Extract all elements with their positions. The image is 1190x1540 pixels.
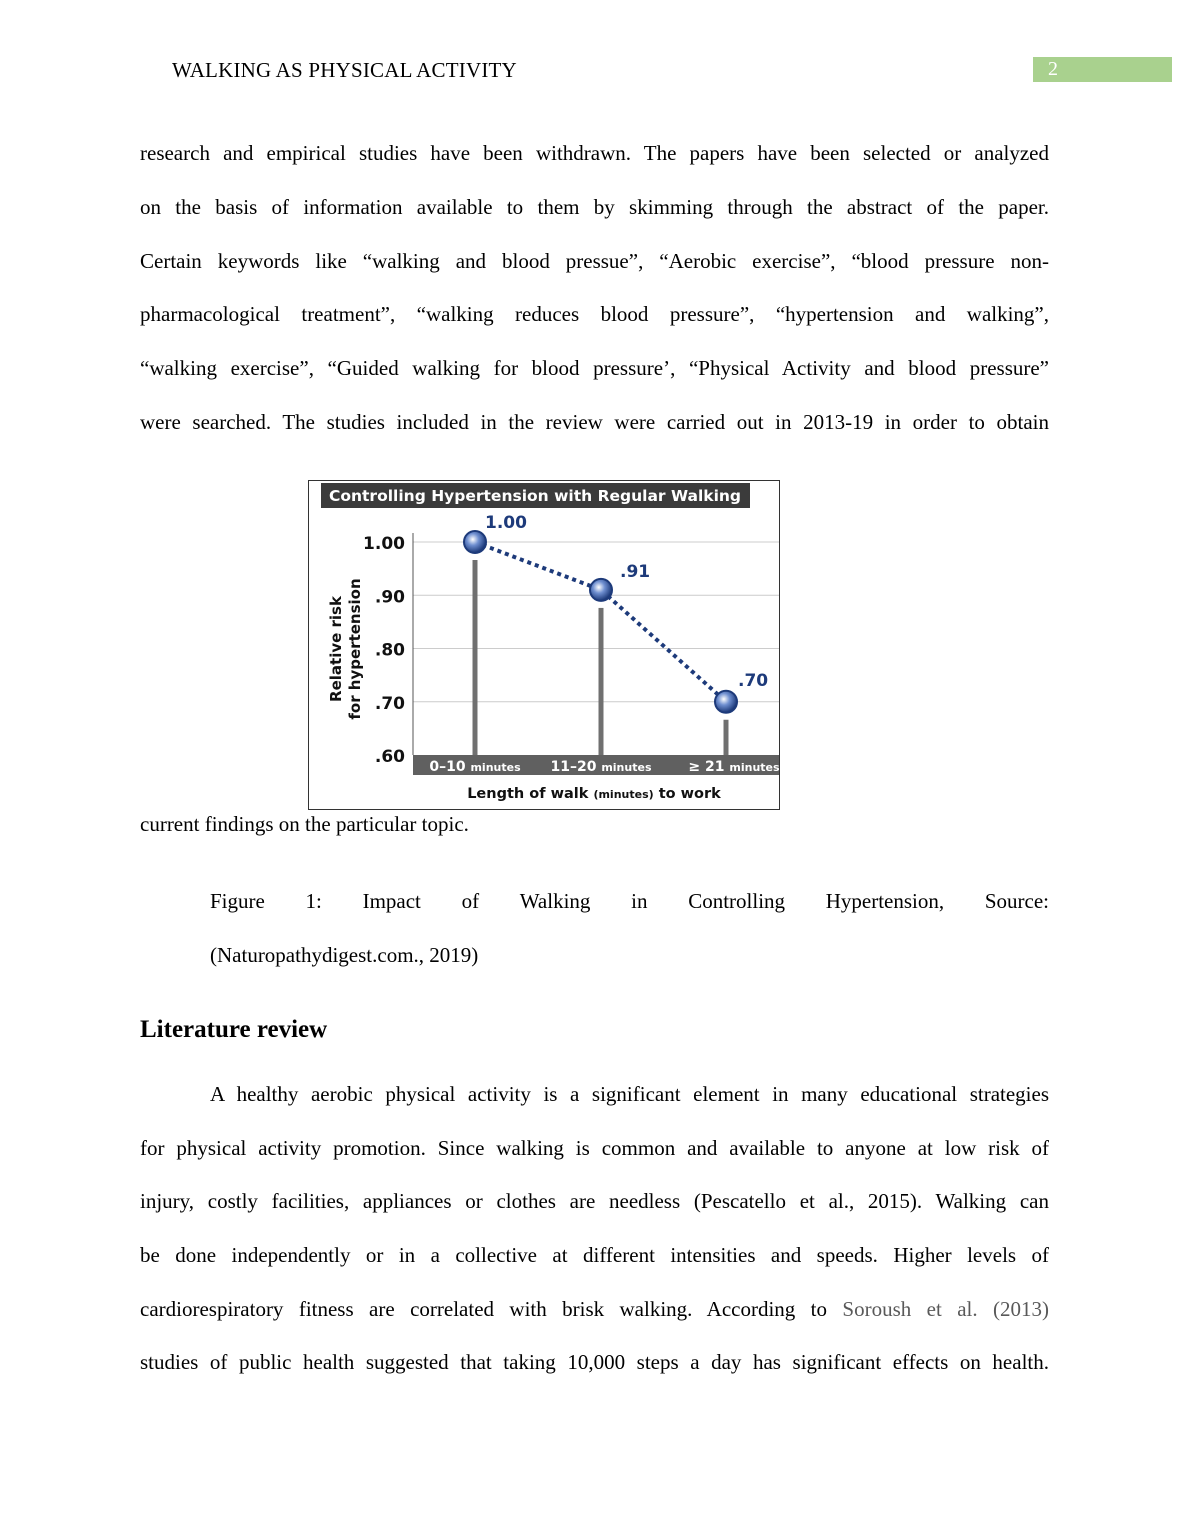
body-line: Certain keywords like “walking and blood pressue”, “Aerobic exercise”, “blood pressure non-: [140, 249, 1049, 273]
stem-bar: [724, 720, 729, 755]
data-label: .70: [738, 670, 769, 691]
caption-word: Impact: [362, 889, 421, 913]
stem-bar: [473, 560, 478, 755]
caption-word: Source:: [984, 889, 1049, 913]
body-line: “walking exercise”, “Guided walking for blood pressure’, “Physical Activity and blood pressure”: [140, 356, 1049, 380]
body-text: cardiorespiratory fitness are correlated with brisk walking. According to: [140, 1297, 843, 1321]
body-line: were searched. The studies included in the review were carried out in 2013-19 in order to obtain: [140, 410, 1049, 434]
running-head: WALKING AS PHYSICAL ACTIVITY: [172, 58, 517, 82]
body-line: for physical activity promotion. Since walking is common and available to anyone at low risk of: [140, 1136, 1049, 1160]
body-line: current findings on the particular topic.: [140, 812, 469, 836]
y-axis-label: for hypertension: [346, 578, 364, 720]
body-line: be done independently or in a collective at different intensities and speeds. Higher levels of: [140, 1243, 1049, 1267]
x-tick-label: 11–20 minutes: [550, 759, 652, 775]
chart-svg: [309, 481, 781, 811]
caption-word: of: [461, 889, 480, 913]
caption-word: Walking: [519, 889, 591, 913]
data-label: .91: [620, 561, 651, 582]
y-tick-label: .80: [374, 640, 405, 661]
body-line: on the basis of information available to them by skimming through the abstract of the paper.: [140, 195, 1049, 219]
y-tick-label: .90: [374, 587, 405, 608]
body-line: studies of public health suggested that taking 10,000 steps a day has significant effects on health.: [140, 1350, 1049, 1374]
body-line: injury, costly facilities, appliances or clothes are needless (Pescatello et al., 2015). Walking can: [140, 1189, 1049, 1213]
x-axis-label: Length of walk (minutes) to work: [467, 786, 721, 802]
caption-word: Controlling: [688, 889, 786, 913]
y-tick-label: .70: [374, 693, 405, 714]
hypertension-chart: [308, 480, 780, 810]
data-point: [464, 531, 486, 553]
y-tick-label: .60: [374, 747, 405, 767]
caption-word: in: [631, 889, 648, 913]
body-line: [140, 1283, 1049, 1337]
caption-word: Figure: [210, 889, 265, 913]
x-tick-label: 0–10 minutes: [429, 759, 521, 775]
data-label: 1.00: [485, 513, 527, 533]
figure-caption-source: (Naturopathydigest.com., 2019): [210, 943, 479, 967]
body-line: pharmacological treatment”, “walking reduces blood pressure”, “hypertension and walking”,: [140, 302, 1049, 326]
data-point: [715, 691, 737, 713]
figure-caption: [210, 875, 1049, 929]
body-line: research and empirical studies have been withdrawn. The papers have been selected or analyzed: [140, 141, 1049, 165]
stem-bar: [599, 608, 604, 755]
y-axis-label: Relative risk: [327, 596, 345, 702]
caption-word: 1:: [305, 889, 322, 913]
body-line: A healthy aerobic physical activity is a significant element in many educational strategies: [210, 1082, 1049, 1106]
caption-line-1: [210, 875, 1049, 929]
x-tick-label: ≥ 21 minutes: [688, 759, 780, 775]
section-heading: Literature review: [140, 1016, 328, 1043]
y-tick-label: 1.00: [363, 534, 405, 554]
page-number: 2: [1033, 57, 1172, 82]
caption-word: Hypertension,: [825, 889, 945, 913]
citation-link: Soroush et al. (2013): [842, 1297, 1049, 1321]
data-point: [590, 579, 612, 601]
chart-title: Controlling Hypertension with Regular Walking: [328, 487, 742, 505]
